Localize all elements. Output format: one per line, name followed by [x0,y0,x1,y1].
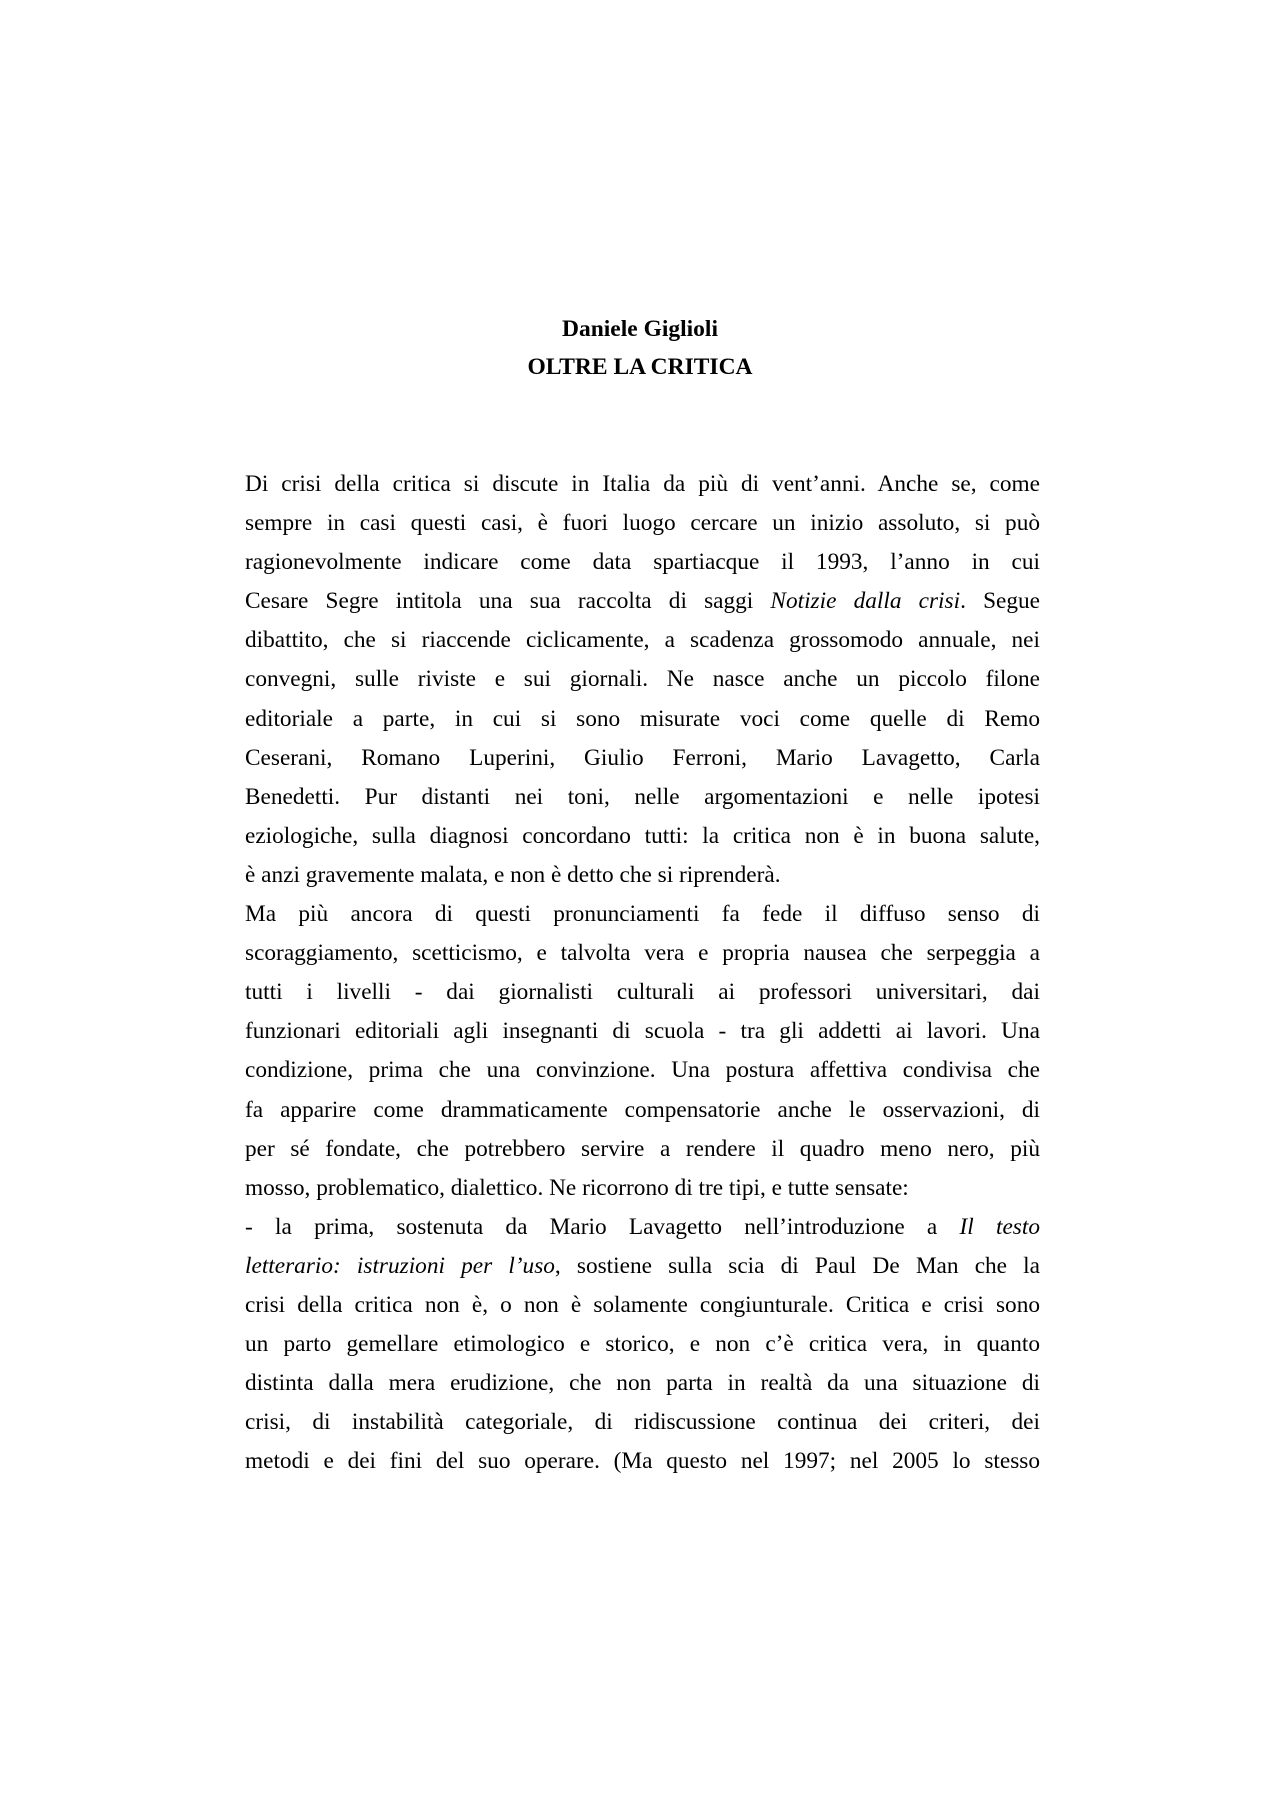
text-line: Ma più ancora di questi pronunciamenti fa fede il diffuso senso di [245,901,1040,928]
text-line [245,582,1040,621]
book-title-italic: letterario: istruzioni per l’uso [245,1252,555,1279]
article-body [245,465,1040,1481]
book-title-italic: Il testo [959,1213,1040,1240]
article-title: OLTRE LA CRITICA [527,354,753,380]
text-line: tutti i livelli - dai giornalisti culturali ai professori universitari, dai [245,979,1040,1006]
text-line: ragionevolmente indicare come data spartiacque il 1993, l’anno in cui [245,549,1040,576]
text-line: scoraggiamento, scetticismo, e talvolta vera e propria nausea che serpeggia a [245,940,1040,967]
text-line: un parto gemellare etimologico e storico, e non c’è critica vera, in quanto [245,1331,1040,1358]
text-line: condizione, prima che una convinzione. Una postura affettiva condivisa che [245,1057,1040,1084]
text-line: è anzi gravemente malata, e non è detto che si riprenderà. [245,861,781,888]
text-segment: - la prima, sostenuta da Mario Lavagetto nell’introduzione a [245,1213,960,1240]
text-line: metodi e dei fini del suo operare. (Ma questo nel 1997; nel 2005 lo stesso [245,1448,1040,1475]
text-line: per sé fondate, che potrebbero servire a rendere il quadro meno nero, più [245,1135,1040,1162]
book-title-italic: Notizie dalla crisi [770,588,961,615]
text-line: sempre in casi questi casi, è fuori luogo cercare un inizio assoluto, si può [245,510,1040,537]
text-segment: . Segue [960,588,1040,615]
text-line: editoriale a parte, in cui si sono misurate voci come quelle di Remo [245,705,1040,732]
text-line: Benedetti. Pur distanti nei toni, nelle argomentazioni e nelle ipotesi [245,783,1040,810]
text-line: Ceserani, Romano Luperini, Giulio Ferroni, Mario Lavagetto, Carla [245,744,1040,771]
text-line: eziologiche, sulla diagnosi concordano tutti: la critica non è in buona salute, [245,822,1040,849]
text-segment: Cesare Segre intitola una sua raccolta di saggi [245,588,771,615]
text-line: mosso, problematico, dialettico. Ne ricorrono di tre tipi, e tutte sensate: [245,1174,909,1201]
text-line: funzionari editoriali agli insegnanti di scuola - tra gli addetti ai lavori. Una [245,1018,1040,1045]
text-line: distinta dalla mera erudizione, che non parta in realtà da una situazione di [245,1370,1040,1397]
text-line: convegni, sulle riviste e sui giornali. Ne nasce anche un piccolo filone [245,666,1040,693]
text-line [245,1208,1040,1247]
text-line: Di crisi della critica si discute in Italia da più di vent’anni. Anche se, come [245,471,1040,497]
text-line [245,1247,1040,1286]
text-line: crisi, di instabilità categoriale, di ridiscussione continua dei criteri, dei [245,1409,1040,1436]
author-name: Daniele Giglioli [561,316,718,342]
text-line: dibattito, che si riaccende ciclicamente, a scadenza grossomodo annuale, nei [245,627,1040,654]
article-header [0,310,1280,386]
text-line: fa apparire come drammaticamente compensatorie anche le osservazioni, di [245,1096,1040,1123]
text-segment: , sostiene sulla scia di Paul De Man che la [554,1252,1040,1279]
text-line: crisi della critica non è, o non è solamente congiunturale. Critica e crisi sono [245,1291,1040,1318]
